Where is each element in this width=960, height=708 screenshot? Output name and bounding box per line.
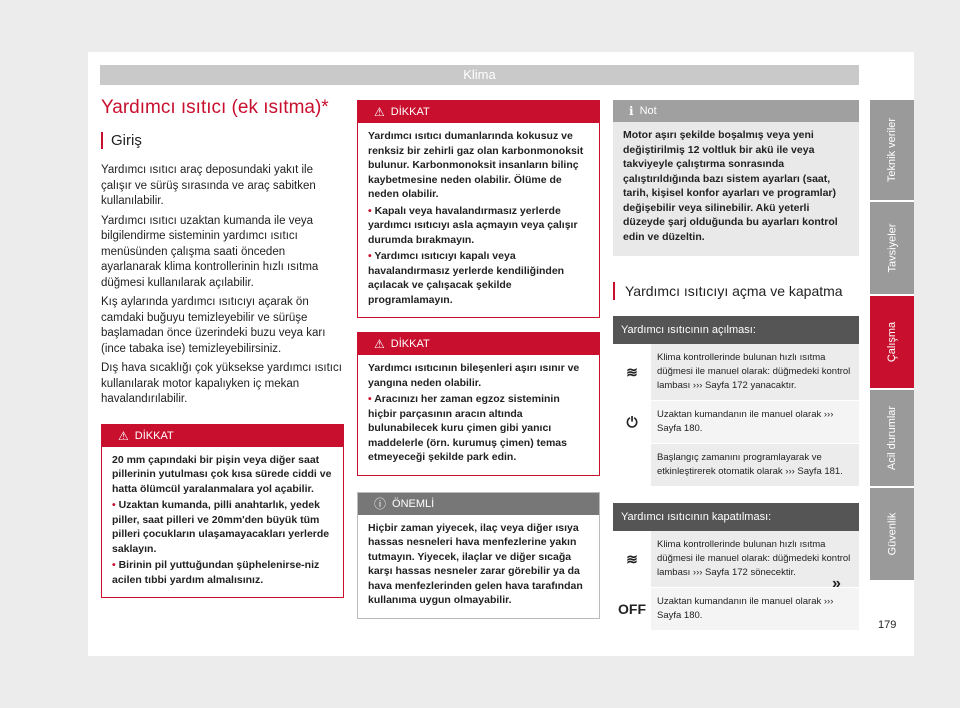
on-table-heading: Yardımcı ısıtıcının açılması: <box>613 316 859 344</box>
subsection-heading: Yardımcı ısıtıcıyı açma ve kapatma <box>613 282 859 300</box>
row-text: Uzaktan kumandanın ile manuel olarak ››› Sayfa 180. <box>651 401 859 443</box>
important-header <box>358 493 599 515</box>
side-tab-teknik-veriler[interactable] <box>870 100 914 200</box>
warning-icon: ⚠ <box>374 337 385 351</box>
column-1 <box>101 96 344 598</box>
side-tab-label: Güvenlik <box>885 512 898 556</box>
page-number: 179 <box>878 619 897 631</box>
side-tab-label: Çalışma <box>886 321 898 363</box>
continue-arrow-icon: » <box>832 575 841 592</box>
note-text: Motor aşırı şekilde boşalmış veya yeni değiştirilmiş 12 voltluk bir akü ile veya takviyeyle çalıştırma sonrasında çalıştırıldığında bazı sistem ayarları (saat, tarih, kişisel konfor ayarları ve programlar) değişebilir veya silinebilir. Akü yeterli düzeyde şarj olduğunda bu ayarları kontrol edin ve düzeltin. <box>623 129 838 243</box>
table-row <box>613 401 859 444</box>
warning-box <box>357 100 600 318</box>
chapter-header: Klima <box>100 65 859 85</box>
heating-icon: ≋ <box>626 550 638 567</box>
warning-header <box>358 101 599 123</box>
paragraph: Kış aylarında yardımcı ısıtıcıyı açarak ön camdaki buğuyu temizleyebilir ve sürüşe başlamadan önce üzerindeki buzu veya karı (ince tabaka ise) temizleyebilirsiniz. <box>101 296 326 355</box>
paragraph: Dış hava sıcaklığı çok yüksekse yardımcı ısıtıcı kullanılarak motor kapalıyken iç mekan havalandırılabilir. <box>101 362 342 405</box>
side-tab-label: Acil durumlar <box>886 405 898 471</box>
warning-bullet: • Uzaktan kumanda, pilli anahtarlık, yedek piller, saat pilleri ve 20mm'den büyük tüm pilleri çocukların ulaşamayacakları yerlerde saklayın. <box>112 498 333 556</box>
warning-box <box>101 424 344 599</box>
warning-label: DİKKAT <box>134 429 174 442</box>
warning-bullet: • Kapalı veya havalandırmasız yerlerde yardımcı ısıtıcıyı asla açmayın veya çalışır durumda bırakmayın. <box>368 204 589 248</box>
warning-label: DİKKAT <box>390 338 430 350</box>
important-label: ÖNEMLİ <box>392 497 435 510</box>
off-table <box>613 503 859 631</box>
note-box <box>613 100 859 256</box>
paragraph: Yardımcı ısıtıcı uzaktan kumanda ile veya bilgilendirme sisteminin yardımcı ısıtıcı menüsünden çalışma saati önceden ayarlanarak klima kontrollerinin hızlı ısıtma düğmesi kullanılarak açılabilir. <box>101 214 319 289</box>
row-text: Başlangıç zamanını programlayarak ve etkinleştirerek otomatik olarak ››› Sayfa 181. <box>651 444 859 486</box>
warning-header <box>102 425 343 447</box>
side-tab-guvenlik[interactable] <box>870 488 914 580</box>
row-text: Klima kontrollerinde bulunan hızlı ısıtma düğmesi ile manuel olarak: düğmedeki kontrol lambası ››› Sayfa 172 yanacaktır. <box>651 344 859 400</box>
heating-icon: ⏻ <box>626 413 638 430</box>
warning-bullet: • Yardımcı ısıtıcıyı kapalı veya havalandırmasız yerlerde kendiliğinden açılacak ve çalışacak şekilde programlamayın. <box>368 249 589 307</box>
paragraph: Yardımcı ısıtıcı araç deposundaki yakıt ile çalışır ve sürüş sırasında ve araç sabitken kullanılabilir. <box>101 164 316 207</box>
info-circle-icon: ⓘ <box>374 496 387 511</box>
on-table <box>613 316 859 487</box>
section-heading: Giriş <box>101 132 344 149</box>
important-text: Hiçbir zaman yiyecek, ilaç veya diğer ısıya hassas nesneleri hava menfezlerine yakın tutmayın. Yiyecek, ilaçlar ve diğer sıcağa karşı hassas nesneler zarar görebilir ya da hava menfezlerinden gelen hava tarafından kullanıma uygun olmayabilir. <box>368 521 583 606</box>
warning-icon: ⚠ <box>374 105 385 119</box>
warning-text: 20 mm çapındaki bir pişin veya diğer saat pillerinin yutulması çok kısa sürede ciddi ve hatta ölümcül yaralanmalara yol açabilir. <box>112 453 332 495</box>
off-table-heading: Yardımcı ısıtıcının kapatılması: <box>613 503 859 531</box>
note-label: Not <box>639 105 657 117</box>
table-row <box>613 344 859 401</box>
side-tab-label: Teknik veriler <box>886 117 898 183</box>
side-tab-calisma[interactable] <box>870 296 914 388</box>
warning-text: Yardımcı ısıtıcının bileşenleri aşırı ısınır ve yangına neden olabilir. <box>368 362 580 389</box>
off-icon: OFF <box>618 601 646 617</box>
warning-text: Yardımcı ısıtıcı dumanlarında kokusuz ve renksiz bir zehirli gaz olan karbonmonoksit bulunur. Karbonmonoksit insanların bilinç kaybetmesine neden olabilir. Ölüme de neden olabilir. <box>368 130 584 200</box>
side-tab-tavsiyeler[interactable] <box>870 202 914 294</box>
column-3 <box>613 100 859 631</box>
important-box <box>357 492 600 619</box>
warning-bullet: • Birinin pil yuttuğundan şüphelenirse-niz acilen tıbbi yardım almalısınız. <box>112 558 333 587</box>
table-row <box>613 531 859 588</box>
table-row <box>613 588 859 631</box>
warning-icon: ⚠ <box>118 428 129 443</box>
page-title: Yardımcı ısıtıcı (ek ısıtma)* <box>101 97 329 118</box>
side-tab-label: Tavsiyeler <box>886 223 898 273</box>
table-row <box>613 444 859 487</box>
heating-icon: ≋ <box>626 363 638 380</box>
note-header <box>613 100 859 122</box>
warning-header <box>358 333 599 355</box>
empty-icon-cell <box>613 444 651 486</box>
warning-box <box>357 332 600 476</box>
warning-label: DİKKAT <box>390 106 430 118</box>
side-tab-acil-durumlar[interactable] <box>870 390 914 486</box>
row-text: Klima kontrollerinde bulunan hızlı ısıtma düğmesi ile manuel olarak: düğmedeki kontrol lambası ››› Sayfa 172 sönecektir. <box>651 531 859 587</box>
column-2 <box>357 100 600 619</box>
info-icon: ℹ <box>629 104 634 118</box>
row-text: Uzaktan kumandanın ile manuel olarak ››› Sayfa 180. <box>651 588 859 630</box>
warning-bullet: • Aracınızı her zaman egzoz sisteminin hiçbir parçasının aracın altında bulunabilecek kuru çimen gibi yanıcı maddelerle (örn. kurumuş çimen) temas etmeyeceği şekilde park edin. <box>368 392 589 465</box>
